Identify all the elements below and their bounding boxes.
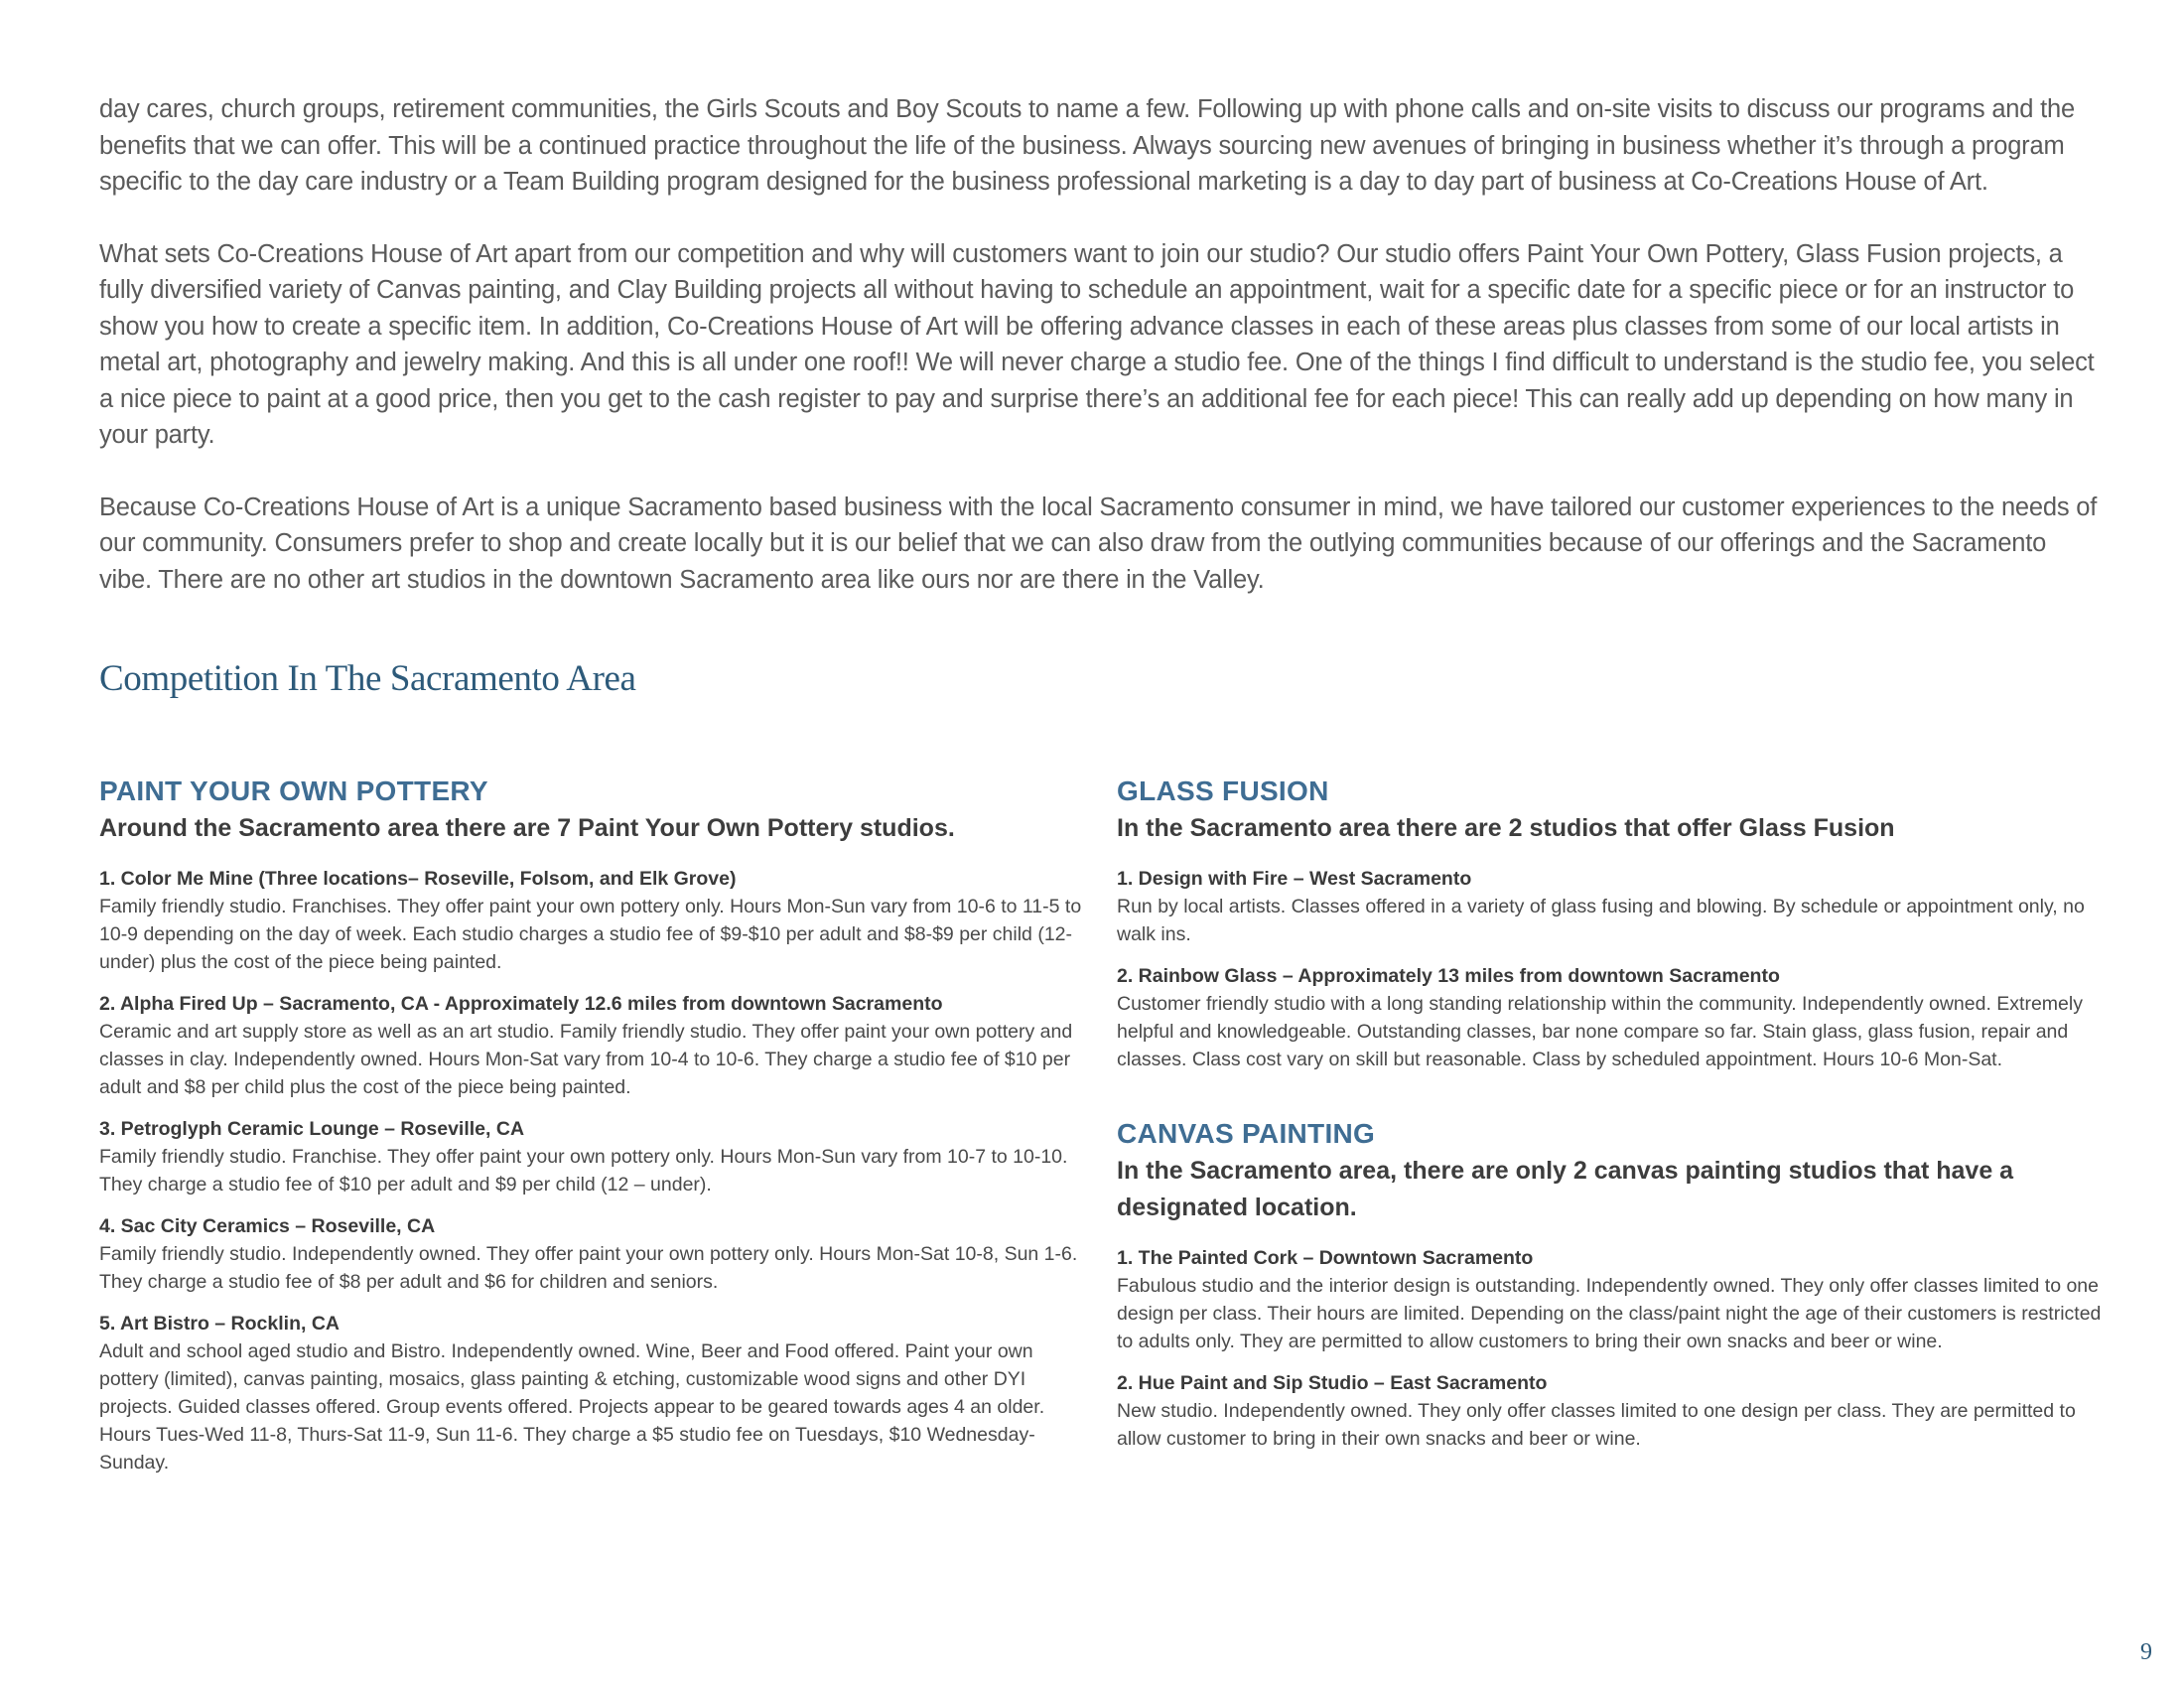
- section-title: Competition In The Sacramento Area: [99, 658, 636, 699]
- canvas-subheading: In the Sacramento area, there are only 2 canvas painting studios that have a designated location.: [1117, 1157, 2014, 1221]
- intro-paragraph: Because Co-Creations House of Art is a unique Sacramento based business with the local Sacramento consumer in mind, we have tailored our customer experiences to the needs of our community. Consumers prefer to shop and create locally but it is our belief that we can also draw from the outlying communities because of our offerings and the Sacramento vibe. There are no other art studios in the downtown Sacramento area like ours nor are there in the Valley.: [99, 492, 2098, 594]
- competitor-entry: [99, 1115, 1082, 1198]
- competitor-description: Family friendly studio. Franchise. They offer paint your own pottery only. Hours Mon-Sun vary from 10-7 to 10-10. They charge a studio fee of $10 per adult and $9 per child (12 – under).: [99, 1146, 1068, 1196]
- competitor-title: 1. Design with Fire – West Sacramento: [1117, 868, 1472, 890]
- section-spacer: [1117, 1087, 2119, 1115]
- competitor-description: Adult and school aged studio and Bistro. Independently owned. Wine, Beer and Food offered. Paint your own pottery (limited), canvas painting, mosaics, glass painting & etching, customizable wood signs and other DYI projects. Guided classes offered. Group events offered. Projects appear to be geared towards ages 4 an older. Hours Tues-Wed 11-8, Thurs-Sat 11-9, Sun 11-6. They charge a $5 studio fee on Tuesdays, $10 Wednesday-Sunday.: [99, 1340, 1045, 1474]
- competitor-title: 1. The Painted Cork – Downtown Sacramento: [1117, 1247, 1534, 1269]
- competitor-title: 5. Art Bistro – Rocklin, CA: [99, 1313, 340, 1335]
- intro-paragraph: What sets Co-Creations House of Art apart from our competition and why will customers want to join our studio? Our studio offers Paint Your Own Pottery, Glass Fusion projects, a fully diversified variety of Canvas painting, and Clay Building projects all without having to schedule an appointment, wait for a specific date for a specific piece or for an instructor to show you how to create a specific item. In addition, Co-Creations House of Art will be offering advance classes in each of these areas plus classes from some of our local artists in metal art, photography and jewelry making. And this is all under one roof!! We will never charge a studio fee. One of the things I find difficult to understand is the studio fee, you select a nice piece to paint at a good price, then you get to the cash register to pay and surprise there’s an additional fee for each piece! This can really add up depending on how many in your party.: [99, 239, 2095, 449]
- intro-text: [99, 91, 2105, 633]
- intro-paragraph: day cares, church groups, retirement communities, the Girls Scouts and Boy Scouts to name a few. Following up with phone calls and on-site visits to discuss our programs and the benefits that we can offer. This will be a continued practice throughout the life of the business. Always sourcing new avenues of bringing in business whether it’s through a program specific to the day care industry or a Team Building program designed for the business professional marketing is a day to day part of business at Co-Creations House of Art.: [99, 95, 2075, 196]
- competitor-description: Ceramic and art supply store as well as an art studio. Family friendly studio. They offer paint your own pottery and classes in clay. Independently owned. Hours Mon-Sat vary from 10-4 to 10-6. They charge a studio fee of $10 per adult and $8 per child plus the cost of the piece being painted.: [99, 1021, 1073, 1098]
- competitor-title: 1. Color Me Mine (Three locations– Roseville, Folsom, and Elk Grove): [99, 868, 737, 890]
- competitor-description: Family friendly studio. Independently owned. They offer paint your own pottery only. Hours Mon-Sat 10-8, Sun 1-6. They charge a studio fee of $8 per adult and $6 for children and seniors.: [99, 1243, 1078, 1293]
- competitor-title: 2. Hue Paint and Sip Studio – East Sacramento: [1117, 1372, 1548, 1394]
- glass-heading: GLASS FUSION: [1117, 775, 1329, 806]
- competitor-entry: [1117, 1369, 2119, 1453]
- competitor-entry: [99, 1310, 1082, 1477]
- competitor-description: Fabulous studio and the interior design is outstanding. Independently owned. They only offer classes limited to one design per class. Their hours are limited. Depending on the class/paint night the age of their customers is restricted to adults only. They are permitted to allow customers to bring their own snacks and beer or wine.: [1117, 1275, 2102, 1352]
- glass-canvas-column: [1117, 773, 2119, 1467]
- competitor-entry: [1117, 1244, 2119, 1355]
- competitor-entry: [1117, 962, 2119, 1073]
- competitor-entry: [99, 865, 1082, 976]
- glass-subheading: In the Sacramento area there are 2 studios that offer Glass Fusion: [1117, 814, 1895, 842]
- pottery-subheading: Around the Sacramento area there are 7 Paint Your Own Pottery studios.: [99, 814, 955, 842]
- competitor-description: Family friendly studio. Franchises. They offer paint your own pottery only. Hours Mon-Sun vary from 10-6 to 11-5 to 10-9 depending on the day of week. Each studio charges a studio fee of $9-$10 per adult and $8-$9 per child (12-under) plus the cost of the piece being painted.: [99, 896, 1082, 973]
- pottery-heading: PAINT YOUR OWN POTTERY: [99, 775, 488, 806]
- competitor-title: 2. Rainbow Glass – Approximately 13 miles from downtown Sacramento: [1117, 965, 1780, 987]
- competitor-entry: [99, 990, 1082, 1101]
- competitor-entry: [1117, 865, 2119, 948]
- competitor-description: Run by local artists. Classes offered in a variety of glass fusing and blowing. By schedule or appointment only, no walk ins.: [1117, 896, 2085, 945]
- competitor-title: 3. Petroglyph Ceramic Lounge – Roseville, CA: [99, 1118, 525, 1140]
- competitor-title: 4. Sac City Ceramics – Roseville, CA: [99, 1215, 436, 1237]
- competitor-description: New studio. Independently owned. They only offer classes limited to one design per class. They are permitted to allow customer to bring in their own snacks and beer or wine.: [1117, 1400, 2076, 1450]
- competitor-entry: [99, 1212, 1082, 1296]
- pottery-column: [99, 773, 1082, 1490]
- canvas-heading: CANVAS PAINTING: [1117, 1118, 1376, 1149]
- competitor-description: Customer friendly studio with a long standing relationship within the community. Independently owned. Extremely helpful and knowledgeable. Outstanding classes, bar none compare so far. Stain glass, glass fusion, repair and classes. Class cost vary on skill but reasonable. Class by scheduled appointment. Hours 10-6 Mon-Sat.: [1117, 993, 2083, 1070]
- competitor-title: 2. Alpha Fired Up – Sacramento, CA - Approximately 12.6 miles from downtown Sacramento: [99, 993, 943, 1015]
- page-number: 9: [2140, 1639, 2152, 1665]
